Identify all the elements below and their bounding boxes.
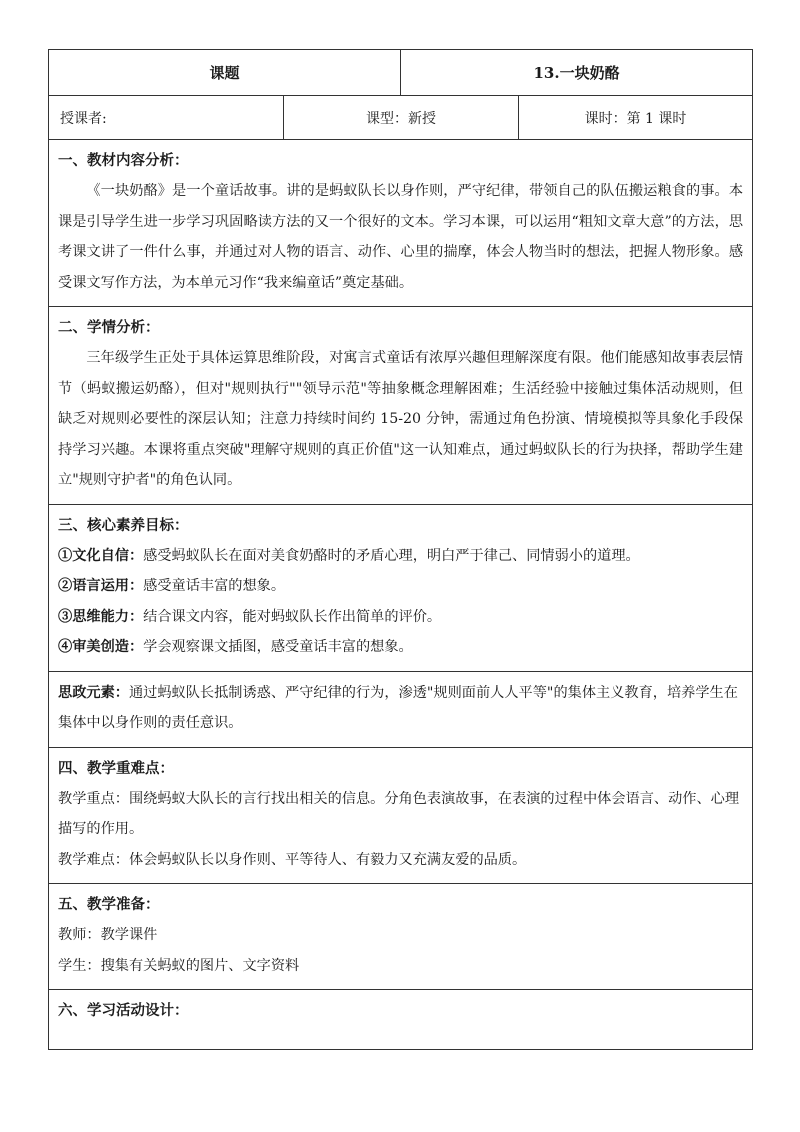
meta-row <box>49 96 753 140</box>
section-preparation <box>49 884 753 990</box>
section-material-analysis <box>49 140 753 307</box>
goal-item <box>58 632 743 663</box>
student-prep: 学生：搜集有关蚂蚁的图片、文字资料 <box>58 957 300 974</box>
topic-label: 课题 <box>49 50 401 96</box>
section-activity-design <box>49 990 753 1050</box>
ideology-text: 通过蚂蚁队长抵制诱惑、严守纪律的行为，渗透"规则面前人人平等"的集体主义教育，培养学生在集体中以身作则的责任意识。 <box>58 684 738 731</box>
goal-text: 感受蚂蚁队长在面对美食奶酪时的矛盾心理，明白严于律己、同情弱小的道理。 <box>143 547 640 564</box>
goal-text: 结合课文内容，能对蚂蚁队长作出简单的评价。 <box>143 608 442 625</box>
section-title: 一、教材内容分析： <box>58 152 189 169</box>
header-row <box>49 50 753 96</box>
section-text: 三年级学生正处于具体运算思维阶段，对寓言式童话有浓厚兴趣但理解深度有限。他们能感知故事表层情节（蚂蚁搬运奶酪），但对"规则执行""领导示范"等抽象概念理解困难；生活经验中接触过集体活动规则，但缺乏对规则必要性的深层认知；注意力持续时间约 15-20 分钟，需通过角色扮演、情境模拟等具象化手段保持学习兴趣。本课将重点突破"理解守规则的真正价值"这一认知难点，通过蚂蚁队长的行为抉择，帮助学生建立"规则守护者"的角色认同。 <box>58 350 744 488</box>
teacher-cell: 授课者: <box>49 96 284 140</box>
topic-value: 13.一块奶酪 <box>401 50 753 96</box>
section-title: 四、教学重难点： <box>58 759 174 777</box>
lesson-plan-table <box>48 49 753 1050</box>
section-text: 《一块奶酪》是一个童话故事。讲的是蚂蚁队长以身作则，严守纪律，带领自己的队伍搬运粮食的事。本课是引导学生进一步学习巩固略读方法的又一个很好的文本。学习本课，可以运用“粗知文章大意”的方法，思考课文讲了一件什么事，并通过对人物的语言、动作、心里的揣摩，体会人物当时的想法，把握人物形象。感受课文写作方法，为本单元习作“我来编童话”奠定基础。 <box>58 183 744 291</box>
goal-label: ①文化自信： <box>58 547 144 564</box>
goal-item <box>58 541 743 572</box>
goal-label: ④审美创造： <box>58 639 144 655</box>
difficult-point: 教学难点：体会蚂蚁队长以身作则、平等待人、有毅力又充满友爱的品质。 <box>58 851 527 868</box>
lesson-type-cell: 课型：新授 <box>284 96 519 140</box>
section-title: 五、教学准备： <box>58 896 160 913</box>
section-core-goals <box>49 504 753 671</box>
ideology-paragraph <box>58 678 743 739</box>
section-title: 二、学情分析： <box>58 319 160 336</box>
section-ideology <box>49 671 753 747</box>
goal-label: ③思维能力： <box>58 608 144 625</box>
key-point: 教学重点：围绕蚂蚁大队长的言行找出相关的信息。分角色表演故事，在表演的过程中体会语言、动作、心理描写的作用。 <box>58 790 740 837</box>
goal-label: ②语言运用： <box>58 578 144 594</box>
section-student-analysis <box>49 307 753 505</box>
goal-item <box>58 571 743 602</box>
section-key-difficult <box>49 747 753 884</box>
teacher-prep: 教师：教学课件 <box>58 927 158 943</box>
ideology-label: 思政元素： <box>58 684 129 701</box>
lesson-hours-cell: 课时：第 1 课时 <box>519 96 753 140</box>
section-title: 六、学习活动设计： <box>58 1002 189 1019</box>
goal-text: 学会观察课文插图，感受童话丰富的想象。 <box>143 639 413 655</box>
goal-item <box>58 602 743 633</box>
goal-text: 感受童话丰富的想象。 <box>143 578 286 594</box>
section-title: 三、核心素养目标： <box>58 516 189 534</box>
